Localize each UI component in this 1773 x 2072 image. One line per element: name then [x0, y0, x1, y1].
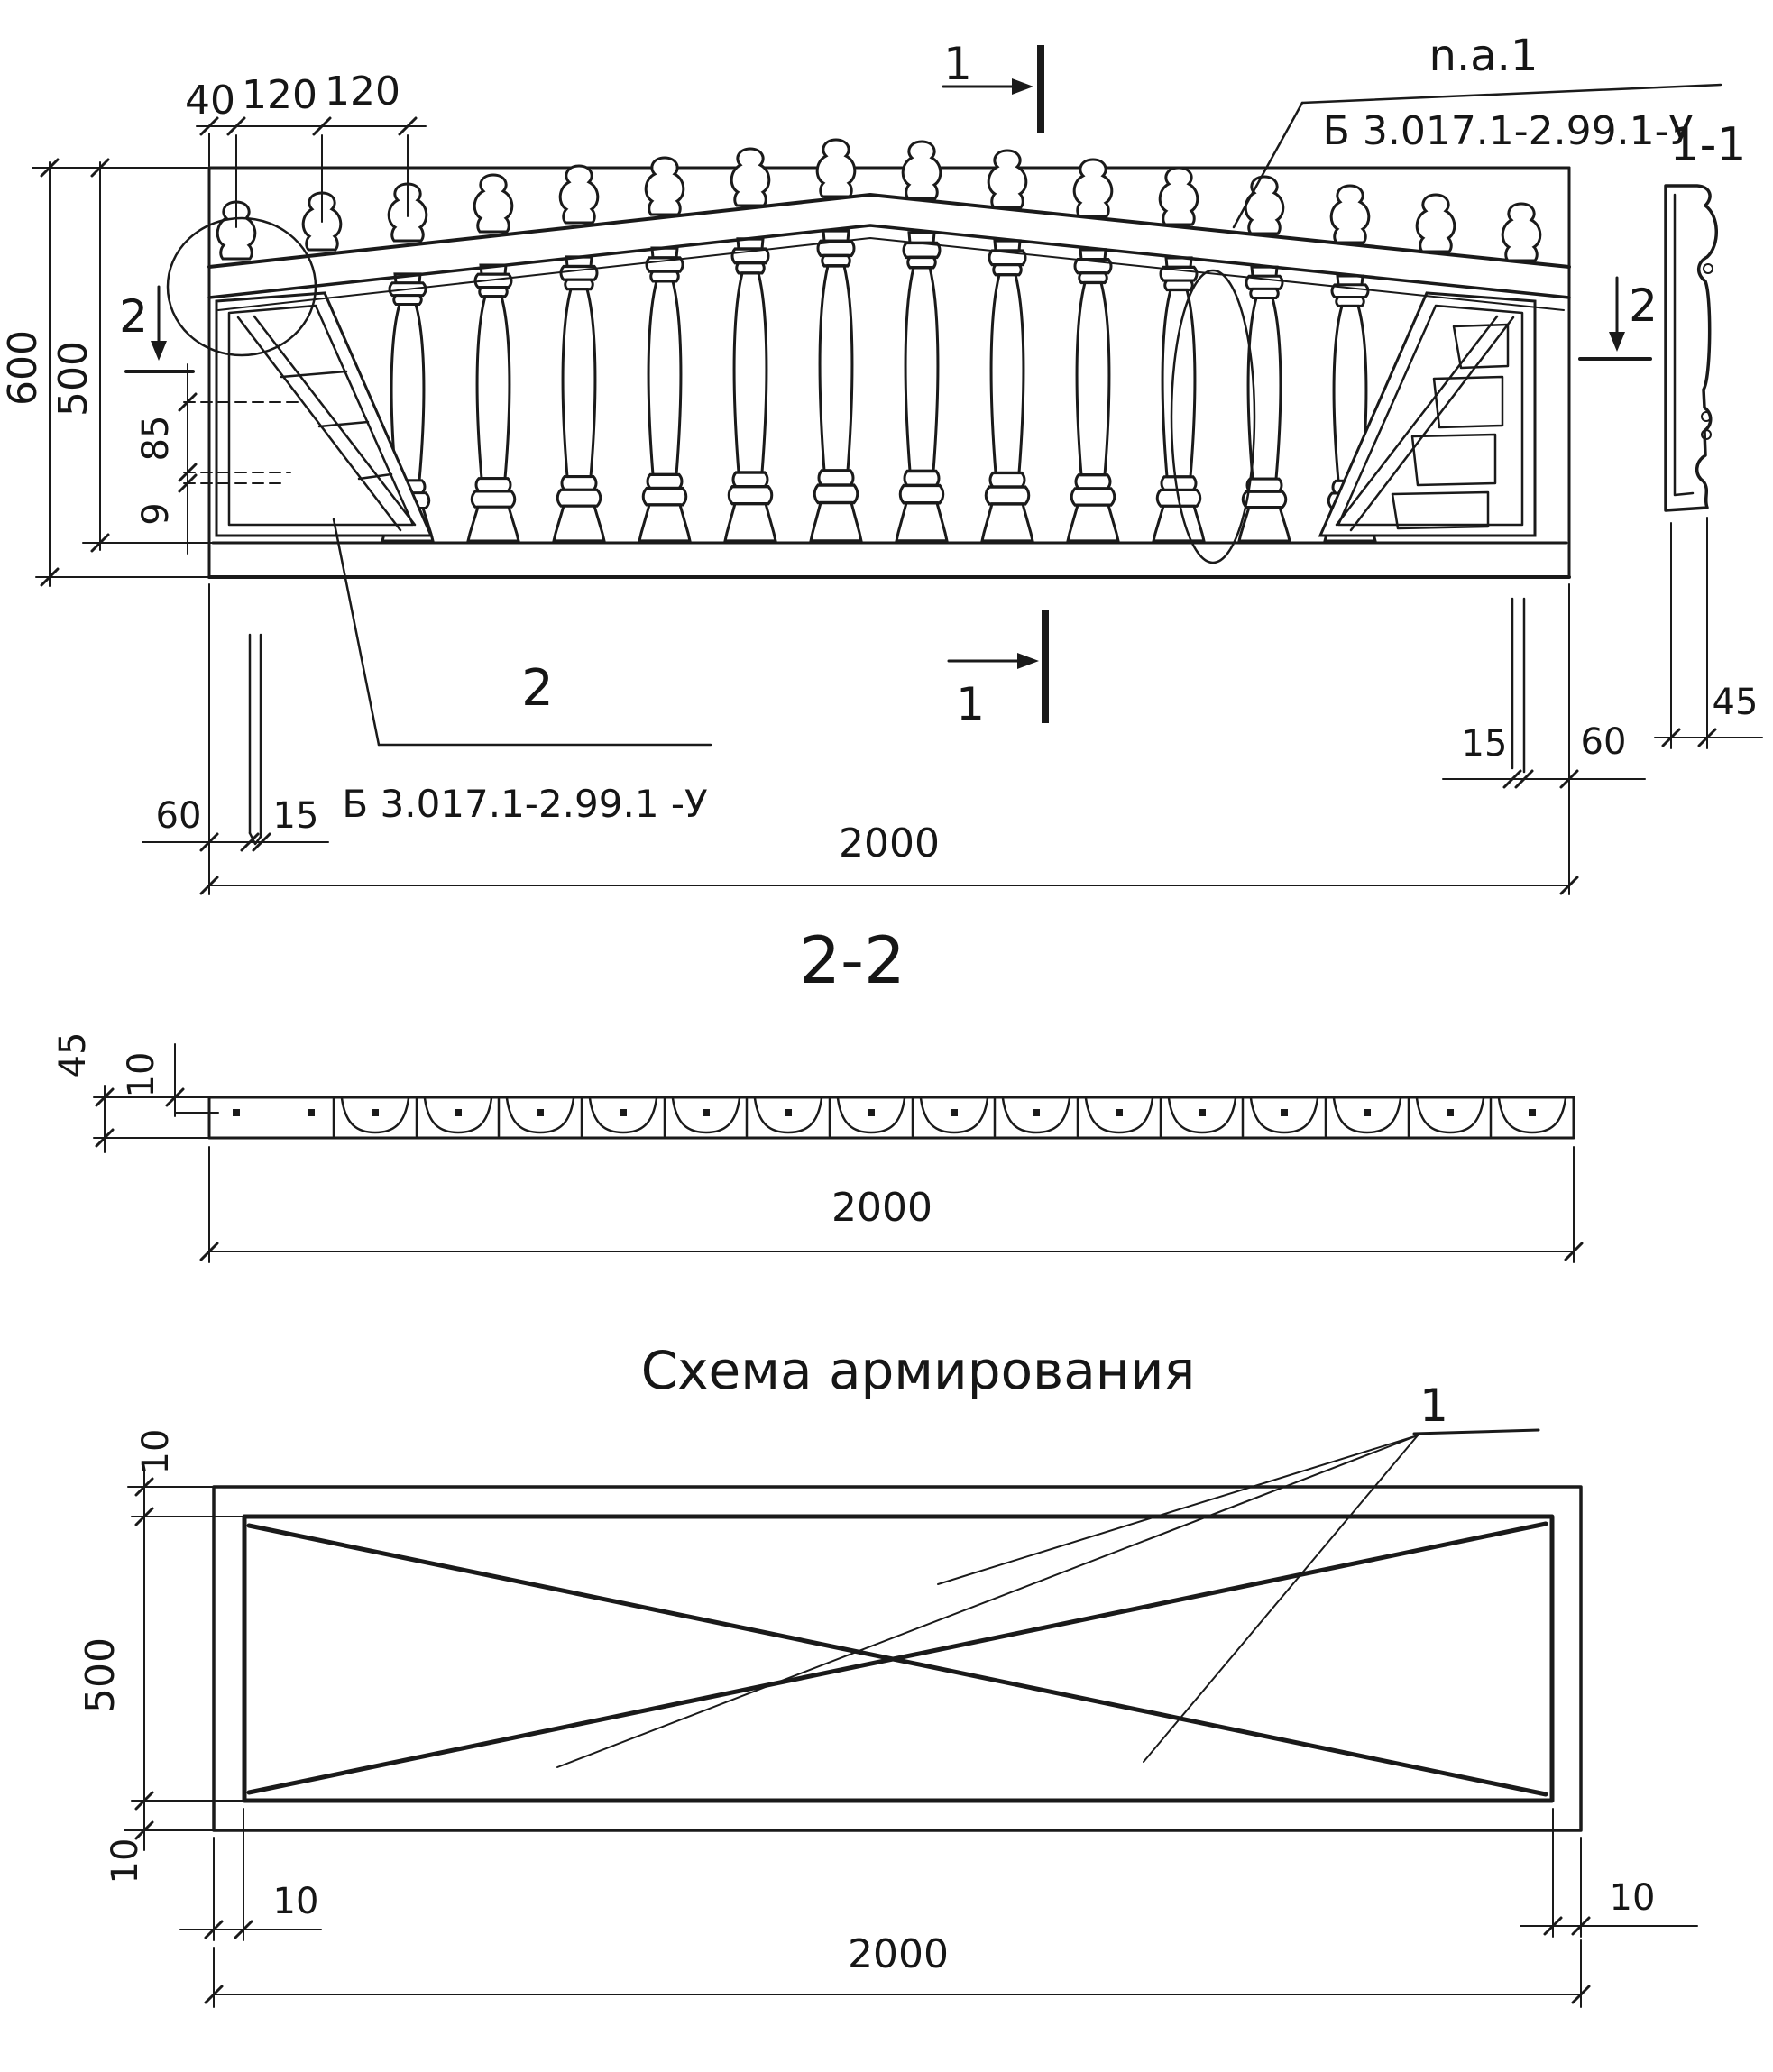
section-1-1 [1655, 118, 1762, 748]
callout-bottom-pos: 2 [521, 659, 554, 718]
dims-section-2-2-left [52, 1032, 218, 1152]
dim-2000-reinf-label: 2000 [848, 1931, 949, 1977]
dim-10-reinf-left: 10 [272, 1881, 319, 1922]
dim-10-section: 10 [121, 1051, 162, 1098]
section-2-left-label: 2 [119, 290, 148, 343]
rebar-pos-leader [557, 1380, 1539, 1767]
dim-85: 85 [135, 415, 177, 462]
callout-top-title: n.a.1 [1429, 31, 1539, 81]
callout-top [1234, 31, 1721, 227]
dim-2000-elev-label: 2000 [839, 821, 940, 866]
dim-15-right: 15 [1461, 723, 1508, 765]
dims-bottom-left [142, 635, 328, 850]
dims-bottom-right [1443, 599, 1645, 787]
dims-top [185, 69, 426, 227]
section-marker-1-bottom [949, 610, 1049, 730]
elevation-view [0, 31, 1762, 894]
section-1-top-label: 1 [943, 38, 972, 90]
callout-bottom-ref: Б 3.017.1-2.99.1 -У [342, 782, 708, 826]
dim-10-reinf-bottom: 10 [105, 1838, 146, 1884]
section-marker-2-right [1580, 278, 1658, 359]
callout-bottom [334, 519, 711, 826]
finial-knobs [217, 140, 1540, 261]
dim-2000-section [201, 1147, 1582, 1262]
dims-reinf-bottom-left [180, 1809, 321, 1940]
dim-45-profile: 45 [1712, 682, 1759, 723]
dim-500: 500 [51, 341, 96, 417]
dim-2000-elevation [201, 584, 1577, 894]
reinforcement-title: Схема армирования [640, 1340, 1196, 1401]
section-1-bottom-label: 1 [956, 678, 985, 730]
dim-40: 40 [185, 78, 235, 124]
section-2-2-view [52, 922, 1582, 1262]
dims-reinf-left [78, 1429, 247, 1884]
dim-2000-section-label: 2000 [831, 1185, 932, 1231]
dims-reinf-bottom-right [1520, 1809, 1697, 1937]
section-marker-1-top [943, 38, 1044, 133]
callout-top-ref: Б 3.017.1-2.99.1-У [1322, 108, 1694, 154]
rebar-frame [214, 1487, 1581, 1830]
dim-60-right: 60 [1580, 721, 1627, 763]
section-marker-2-left [119, 287, 193, 371]
dim-500-reinf: 500 [78, 1637, 124, 1713]
section-2-right-label: 2 [1629, 280, 1658, 332]
dim-120-a: 120 [242, 72, 317, 118]
section-1-1-title: 1-1 [1669, 118, 1747, 172]
dim-2000-reinf [206, 1931, 1589, 2007]
reinforcement-view [78, 1340, 1697, 2007]
dim-10-reinf-right: 10 [1609, 1877, 1656, 1919]
dim-120-b: 120 [325, 69, 400, 115]
dim-60-left: 60 [155, 795, 202, 837]
dim-9: 9 [135, 502, 177, 526]
section-2-2-title: 2-2 [799, 922, 905, 998]
dim-15-left: 15 [272, 795, 319, 837]
dim-45-section: 45 [52, 1031, 94, 1078]
dim-600: 600 [0, 330, 46, 406]
section-2-2-strip [209, 1097, 1574, 1138]
dim-10-reinf-top: 10 [135, 1428, 177, 1475]
rebar-pos-label: 1 [1419, 1380, 1448, 1432]
